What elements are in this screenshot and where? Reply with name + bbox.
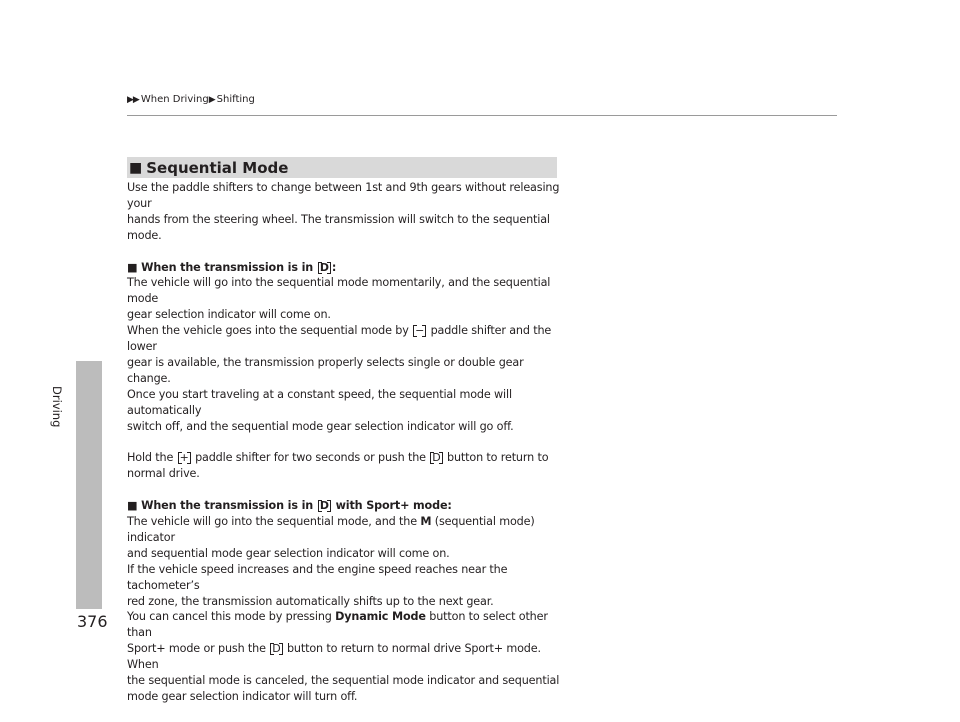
plus-key-icon: + bbox=[179, 451, 189, 465]
paragraph-line: and sequential mode gear selection indicator will come on. bbox=[127, 546, 450, 560]
breadcrumb-page[interactable]: Shifting bbox=[216, 94, 255, 105]
section-header bbox=[127, 157, 557, 178]
text-run: button to return to normal drive Sport+ mode. When bbox=[127, 642, 541, 672]
breadcrumb-arrow-icon: ▶▶ bbox=[127, 95, 139, 105]
paragraph-line: mode gear selection indicator will turn off. bbox=[127, 689, 358, 703]
chapter-label: Driving bbox=[50, 386, 64, 428]
body-text bbox=[127, 180, 567, 705]
intro-line: hands from the steering wheel. The transmission will switch to the sequential mode. bbox=[127, 212, 550, 242]
d-key-icon: D bbox=[432, 451, 441, 465]
text-run: The vehicle will go into the sequential mode, and the bbox=[127, 514, 417, 528]
d-key-icon: D bbox=[319, 260, 329, 274]
subheading-text: When the transmission is in bbox=[141, 499, 314, 513]
chapter-tab bbox=[76, 361, 102, 609]
subheading-sport-plus bbox=[127, 498, 567, 514]
text-run: paddle shifter for two seconds or push the bbox=[195, 451, 426, 465]
intro-line: Use the paddle shifters to change between 1st and 9th gears without releasing your bbox=[127, 181, 560, 210]
paragraph-line: the sequential mode is canceled, the sequential mode indicator and sequential bbox=[127, 674, 560, 688]
header-divider bbox=[127, 115, 837, 116]
paragraph-line: red zone, the transmission automatically shifts up to the next gear. bbox=[127, 594, 494, 608]
breadcrumb-separator-icon: ▶ bbox=[208, 95, 215, 105]
d-key-icon: D bbox=[272, 642, 281, 656]
text-run: button to return to bbox=[447, 451, 549, 465]
text-run: When the vehicle goes into the sequential mode by bbox=[127, 324, 409, 338]
text-run: (sequential mode) indicator bbox=[127, 514, 535, 544]
paragraph-line: normal drive. bbox=[127, 467, 200, 481]
subheading-marker-icon: ■ bbox=[127, 499, 138, 513]
paragraph-line: gear selection indicator will come on. bbox=[127, 308, 331, 322]
breadcrumb bbox=[127, 94, 255, 105]
subheading-d bbox=[127, 260, 567, 276]
paragraph-line: Once you start traveling at a constant speed, the sequential mode will automatically bbox=[127, 387, 512, 417]
section-marker-icon: ■ bbox=[129, 159, 143, 176]
text-run: button to select other than bbox=[127, 610, 548, 640]
paragraph-line bbox=[127, 450, 567, 466]
paragraph-line: The vehicle will go into the sequential mode momentarily, and the sequential mode bbox=[127, 276, 551, 306]
text-run: paddle shifter and the lower bbox=[127, 324, 552, 354]
dynamic-mode-label: Dynamic Mode bbox=[335, 610, 426, 624]
minus-key-icon: − bbox=[415, 324, 425, 338]
paragraph-line bbox=[127, 323, 567, 355]
text-run: Hold the bbox=[127, 451, 174, 465]
paragraph-line bbox=[127, 514, 567, 546]
m-indicator-label: M bbox=[420, 514, 432, 528]
section-title: Sequential Mode bbox=[146, 158, 289, 177]
paragraph-line bbox=[127, 609, 567, 641]
paragraph-line: switch off, and the sequential mode gear selection indicator will go off. bbox=[127, 419, 514, 433]
subheading-text: When the transmission is in bbox=[141, 260, 314, 274]
text-run: Sport+ mode or push the bbox=[127, 642, 266, 656]
subheading-marker-icon: ■ bbox=[127, 260, 138, 274]
page-number: 376 bbox=[77, 612, 108, 631]
paragraph-line: gear is available, the transmission properly selects single or double gear change. bbox=[127, 355, 524, 385]
paragraph-line: If the vehicle speed increases and the engine speed reaches near the tachometer’s bbox=[127, 562, 508, 592]
d-key-icon: D bbox=[319, 499, 329, 513]
text-run: You can cancel this mode by pressing bbox=[127, 610, 332, 624]
subheading-colon: : bbox=[331, 260, 337, 274]
paragraph-line bbox=[127, 641, 567, 673]
subheading-text: with Sport+ mode: bbox=[335, 499, 452, 513]
breadcrumb-section[interactable]: When Driving bbox=[140, 94, 209, 105]
